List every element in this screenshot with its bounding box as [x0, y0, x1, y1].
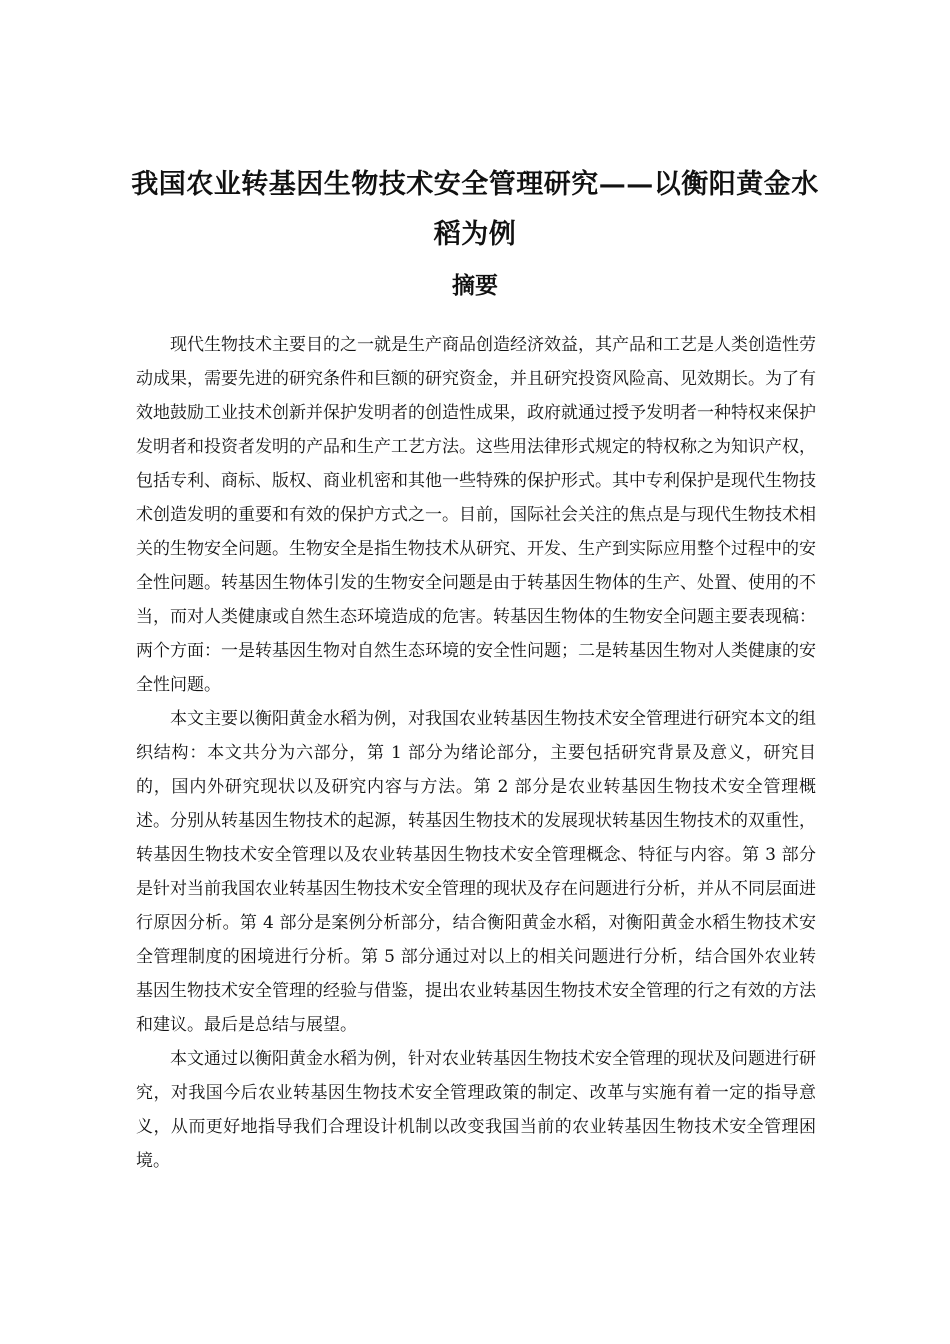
abstract-paragraph: 本文通过以衡阳黄金水稻为例，针对农业转基因生物技术安全管理的现状及问题进行研究，对我国今后农业转基因生物技术安全管理政策的制定、改革与实施有着一定的指导意义，从而更好地指导我们合理设计机制以改变我国当前的农业转基因生物技术安全管理困境。	[136, 1049, 816, 1171]
abstract-body	[136, 328, 816, 1178]
abstract-paragraph: 现代生物技术主要目的之一就是生产商品创造经济效益，其产品和工艺是人类创造性劳动成果，需要先进的研究条件和巨额的研究资金，并且研究投资风险高、见效期长。为了有效地鼓励工业技术创新并保护发明者的创造性成果，政府就通过授予发明者一种特权来保护发明者和投资者发明的产品和生产工艺方法。这些用法律形式规定的特权称之为知识产权，包括专利、商标、版权、商业机密和其他一些特殊的保护形式。其中专利保护是现代生物技术创造发明的重要和有效的保护方式之一。目前，国际社会关注的焦点是与现代生物技术相关的生物安全问题。生物安全是指生物技术从研究、开发、生产到实际应用整个过程中的安全性问题。转基因生物体引发的生物安全问题是由于转基因生物体的生产、处置、使用的不当，而对人类健康或自然生态环境造成的危害。转基因生物体的生物安全问题主要表现稿：两个方面：一是转基因生物对自然生态环境的安全性问题；二是转基因生物对人类健康的安全性问题。	[136, 335, 816, 695]
abstract-heading: 摘要	[452, 272, 498, 299]
document-title: 我国农业转基因生物技术安全管理研究——以衡阳黄金水稻为例	[131, 169, 819, 250]
abstract-paragraph: 本文主要以衡阳黄金水稻为例，对我国农业转基因生物技术安全管理进行研究本文的组织结构：本文共分为六部分，第 1 部分为绪论部分，主要包括研究背景及意义，研究目的，国内外研究现状以及研究内容与方法。第 2 部分是农业转基因生物技术安全管理概述。分别从转基因生物技术的起源，转基因生物技术的发展现状转基因生物技术的双重性，转基因生物技术安全管理以及农业转基因生物技术安全管理概念、特征与内容。第 3 部分是针对当前我国农业转基因生物技术安全管理的现状及存在问题进行分析，并从不同层面进行原因分析。第 4 部分是案例分析部分，结合衡阳黄金水稻，对衡阳黄金水稻生物技术安全管理制度的困境进行分析。第 5 部分通过对以上的相关问题进行分析，结合国外农业转基因生物技术安全管理的经验与借鉴，提出农业转基因生物技术安全管理的行之有效的方法和建议。最后是总结与展望。	[136, 709, 816, 1035]
